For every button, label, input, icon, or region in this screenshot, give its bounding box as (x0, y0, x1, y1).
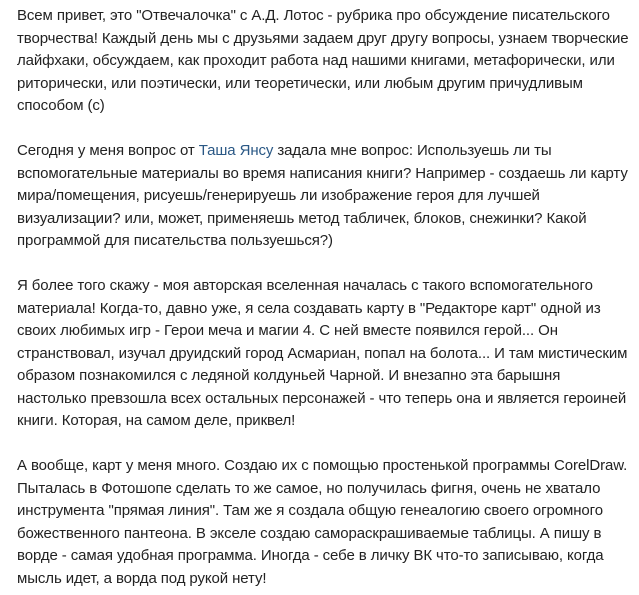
post-paragraph-question (17, 140, 633, 253)
question-text-before-link: Сегодня у меня вопрос от (17, 142, 199, 159)
user-mention-link[interactable]: Таша Янсу (198, 142, 274, 159)
post-paragraph-tools: А вообще, карт у меня много. Создаю их с помощью простенькой программы CorelDraw. Пыталась в Фотошопе сделать то же самое, но получилась фигня, очень не хватало инструмента "прямая линия". Там же я создала общую генеалогию своего огромного божественного пантеона. В экселе создаю самораскрашиваемые таблицы. А пишу в ворде - самая удобная программа. Иногда - себе в личку ВК что-то записываю, когда мысль идет, а ворда под рукой нету! (17, 457, 628, 587)
post-paragraph-story: Я более того скажу - моя авторская вселенная началась с такого вспомогательного материала! Когда-то, давно уже, я села создавать карту в "Редакторе карт" одной из своих любимых игр - Герои меча и магии 4. С ней вместе появился герой... Он странствовал, изучал друидский город Асмариан, попал на болота... И там мистическим образом познакомился с ледяной колдуньей Чарной. И внезапно эта барышня настолько превзошла всех остальных персонажей - что теперь она и является героиней книги. Которая, на самом деле, приквел! (17, 277, 628, 429)
post-paragraph-intro: Всем привет, это "Отвечалочка" с А.Д. Лотос - рубрика про обсуждение писательского творчества! Каждый день мы с друзьями задаем друг другу вопросы, узнаем творческие лайфхаки, обсуждаем, как проходит работа над нашими книгами, метафорически, или риторически, или поэтически, или теоретически, или любым другим причудливым способом (с) (17, 7, 629, 114)
question-text-after-link: задала мне вопрос: Используешь ли ты вспомогательные материалы во время написания книги? Например - создаешь ли карту мира/помещения, рисуешь/генерируешь ли изображение героя для лучшей визуализации? или, может, применяешь метод табличек, блоков, снежинки? Какой программой для писательства пользуешься?) (17, 142, 628, 249)
